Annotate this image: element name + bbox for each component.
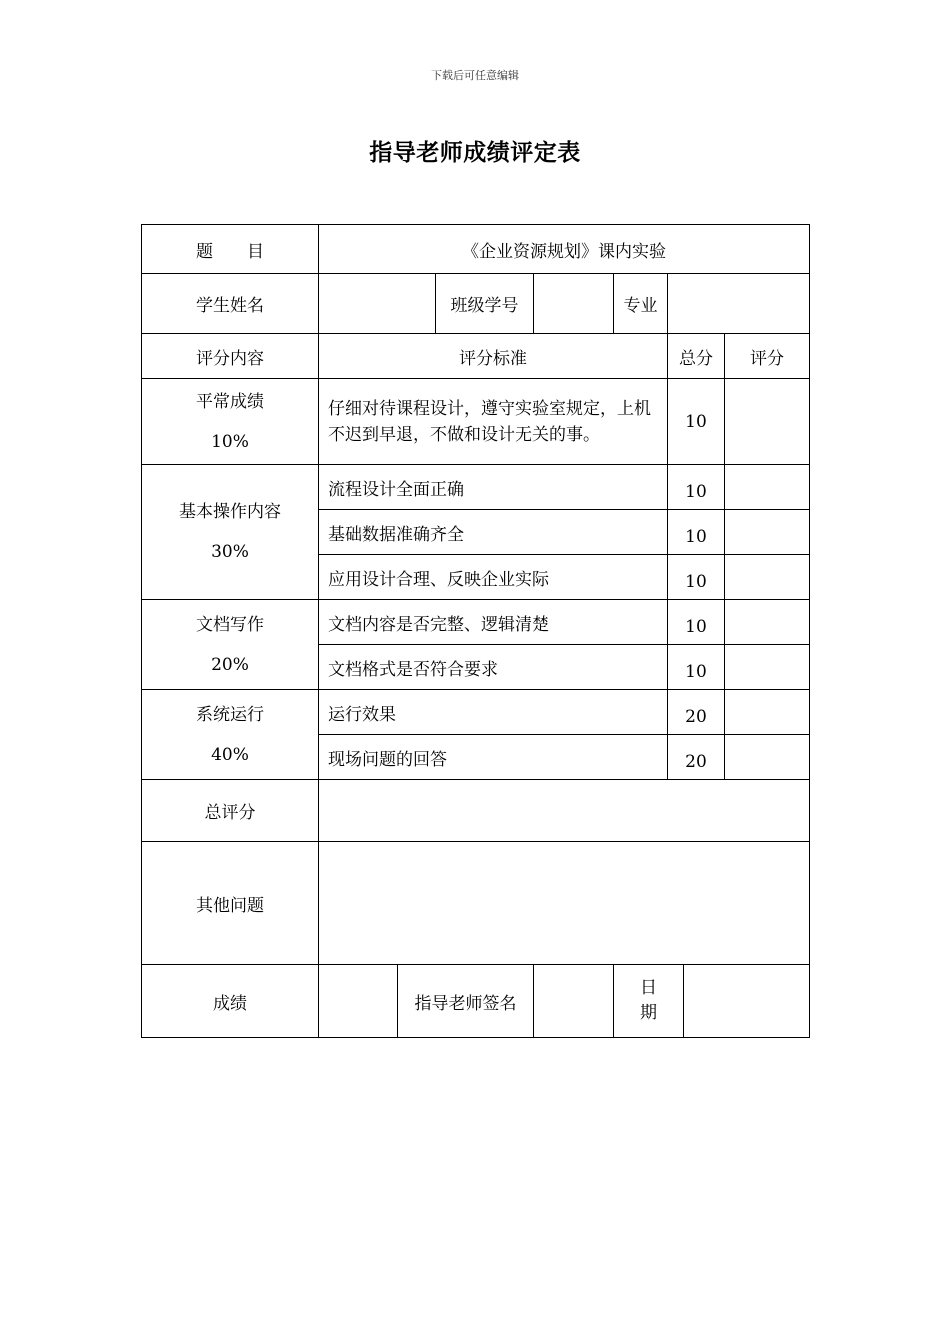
points-value: 10 xyxy=(668,645,725,690)
student-name-field[interactable] xyxy=(319,274,436,334)
student-info-row xyxy=(142,274,810,334)
points-value: 10 xyxy=(668,379,725,465)
criterion-text: 文档内容是否完整、逻辑清楚 xyxy=(319,600,668,645)
points-value: 20 xyxy=(668,690,725,735)
score-field[interactable] xyxy=(725,465,810,510)
table-row xyxy=(142,379,810,465)
score-field[interactable] xyxy=(725,690,810,735)
criterion-text: 仔细对待课程设计，遵守实验室规定，上机不迟到早退，不做和设计无关的事。 xyxy=(319,379,668,465)
section-weight: 10% xyxy=(211,431,249,452)
student-name-label: 学生姓名 xyxy=(142,274,319,334)
score-field[interactable] xyxy=(725,510,810,555)
score-field[interactable] xyxy=(725,555,810,600)
signature-field[interactable] xyxy=(534,965,614,1038)
criterion-text: 现场问题的回答 xyxy=(319,735,668,780)
topic-label: 题 目 xyxy=(142,225,319,274)
header-content: 评分内容 xyxy=(142,334,319,379)
header-note: 下载后可任意编辑 xyxy=(431,69,519,82)
page-title: 指导老师成绩评定表 xyxy=(369,140,581,166)
section-category xyxy=(142,690,319,780)
points-value: 10 xyxy=(668,510,725,555)
grade-label: 成绩 xyxy=(142,965,319,1038)
topic-value: 《企业资源规划》课内实验 xyxy=(319,225,810,274)
criterion-text: 文档格式是否符合要求 xyxy=(319,645,668,690)
table-row xyxy=(142,600,810,645)
total-score-row xyxy=(142,780,810,842)
other-issues-row xyxy=(142,842,810,965)
points-value: 10 xyxy=(668,600,725,645)
score-field[interactable] xyxy=(725,645,810,690)
criterion-text: 流程设计全面正确 xyxy=(319,465,668,510)
section-category xyxy=(142,600,319,690)
score-field[interactable] xyxy=(725,735,810,780)
criterion-text: 基础数据准确齐全 xyxy=(319,510,668,555)
signature-row xyxy=(142,965,810,1038)
points-value: 10 xyxy=(668,555,725,600)
criterion-text: 应用设计合理、反映企业实际 xyxy=(319,555,668,600)
section-weight: 40% xyxy=(211,744,249,765)
header-total: 总分 xyxy=(668,334,725,379)
header-row xyxy=(142,334,810,379)
topic-row xyxy=(142,225,810,274)
criterion-text: 运行效果 xyxy=(319,690,668,735)
grading-table xyxy=(141,224,810,1038)
date-label xyxy=(614,965,684,1038)
points-value: 10 xyxy=(668,465,725,510)
section-weight: 30% xyxy=(211,542,249,562)
table-row xyxy=(142,690,810,735)
section-name: 系统运行 xyxy=(196,704,264,725)
section-weight: 20% xyxy=(211,654,249,675)
section-category xyxy=(142,379,319,465)
header-score: 评分 xyxy=(725,334,810,379)
score-field[interactable] xyxy=(725,600,810,645)
class-id-label: 班级学号 xyxy=(436,274,534,334)
major-label: 专业 xyxy=(614,274,668,334)
section-name: 文档写作 xyxy=(196,614,264,635)
total-score-field[interactable] xyxy=(319,780,810,842)
section-category xyxy=(142,465,319,600)
class-id-field[interactable] xyxy=(534,274,614,334)
section-name: 平常成绩 xyxy=(196,391,264,412)
date-field[interactable] xyxy=(684,965,810,1038)
grade-field[interactable] xyxy=(319,965,398,1038)
score-field[interactable] xyxy=(725,379,810,465)
header-standard: 评分标准 xyxy=(319,334,668,379)
signature-label: 指导老师签名 xyxy=(398,965,534,1038)
major-field[interactable] xyxy=(668,274,810,334)
other-issues-field[interactable] xyxy=(319,842,810,965)
date-label-char-2: 期 xyxy=(640,1003,657,1023)
other-issues-label: 其他问题 xyxy=(142,842,319,965)
table-row xyxy=(142,465,810,510)
section-name: 基本操作内容 xyxy=(179,502,281,522)
date-label-char-1: 日 xyxy=(640,978,657,998)
points-value: 20 xyxy=(668,735,725,780)
total-score-label: 总评分 xyxy=(142,780,319,842)
